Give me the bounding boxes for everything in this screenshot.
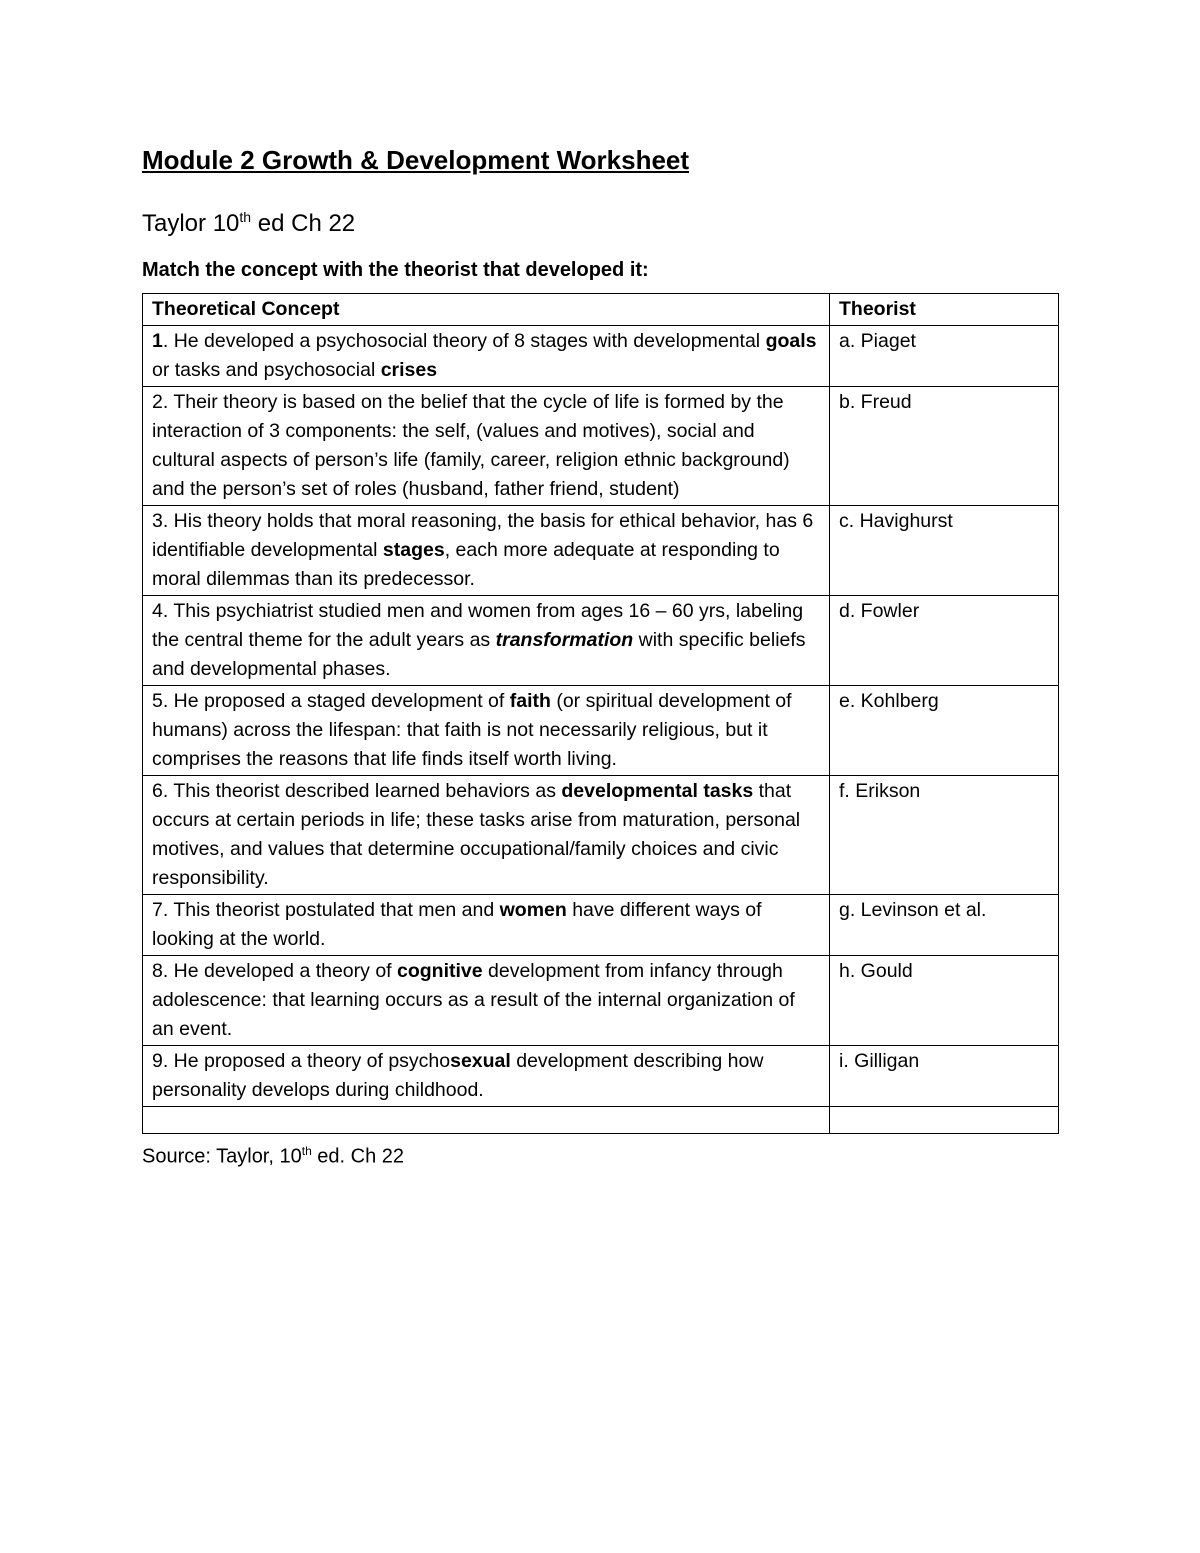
concept-text-segment: development from infancy through adolescence: that learning occurs as a result of the internal organization of an event. (152, 960, 795, 1040)
instruction-text: Match the concept with the theorist that developed it: (142, 259, 649, 281)
concept-text-segment: 5. He proposed a staged development of (152, 690, 510, 712)
concept-text-segment: or tasks and psychosocial (152, 359, 381, 381)
empty-cell (830, 1107, 1059, 1134)
empty-table-row (143, 1107, 1059, 1134)
concept-text-segment: faith (509, 690, 551, 712)
concept-cell (143, 686, 830, 776)
concept-text-segment: developmental tasks (561, 780, 754, 802)
source-superscript: th (301, 1144, 312, 1158)
textbook-reference-prefix: Taylor 10 (142, 210, 240, 237)
concept-text-segment: 1 (152, 330, 163, 352)
table-row (143, 1046, 1059, 1107)
concept-text-segment: stages (382, 539, 445, 561)
theorist-cell: h. Gould (830, 956, 1059, 1046)
concept-text-segment: 8. He developed a theory of (152, 960, 397, 982)
page-title: Module 2 Growth & Development Worksheet (142, 145, 690, 175)
theorist-cell: c. Havighurst (830, 506, 1059, 596)
concept-text-segment: goals (765, 330, 817, 352)
concept-cell (143, 956, 830, 1046)
concept-cell (143, 895, 830, 956)
concept-cell (143, 1046, 830, 1107)
theorist-cell: i. Gilligan (830, 1046, 1059, 1107)
concept-cell (143, 326, 830, 387)
concept-text-segment: 4. This psychiatrist studied men and women from ages 16 – 60 yrs, labeling the central theme for the adult years as (152, 600, 804, 651)
theorist-cell: d. Fowler (830, 596, 1059, 686)
textbook-reference-suffix: ed Ch 22 (251, 210, 356, 237)
concept-text-segment: (or spiritual development of humans) across the lifespan: that faith is not necessarily religious, but it comprises the reasons that life finds itself worth living. (152, 690, 792, 770)
concept-cell (143, 506, 830, 596)
header-theoretical-concept: Theoretical Concept (143, 294, 830, 326)
table-row (143, 506, 1059, 596)
concept-text-segment: with specific beliefs and developmental phases. (152, 629, 806, 680)
theorist-cell: e. Kohlberg (830, 686, 1059, 776)
concept-text-segment: 2. Their theory is based on the belief that the cycle of life is formed by the interaction of 3 components: the self, (values and motives), social and cultural aspects of person’s life (family, career, religion ethnic background) and the person’s set of roles (husband, father friend, student) (152, 391, 790, 500)
concept-cell (143, 596, 830, 686)
concept-cell (143, 387, 830, 506)
concept-text-segment: transformation (495, 629, 634, 651)
concept-text-segment: 9. He proposed a theory of psycho (152, 1050, 451, 1072)
theorist-cell: a. Piaget (830, 326, 1059, 387)
source-citation (142, 1136, 1062, 1172)
table-row (143, 596, 1059, 686)
table-row (143, 895, 1059, 956)
textbook-reference (142, 200, 1062, 241)
table-row (143, 686, 1059, 776)
concept-text-segment: cognitive (397, 960, 483, 982)
textbook-reference-superscript: th (239, 209, 252, 225)
worksheet-page (142, 140, 1062, 1172)
theorist-cell: b. Freud (830, 387, 1059, 506)
concept-text-segment: have different ways of looking at the world. (152, 899, 762, 950)
table-header-row (143, 294, 1059, 326)
concept-text-segment: , each more adequate at responding to moral dilemmas than its predecessor. (152, 539, 780, 590)
concept-text-segment: that occurs at certain periods in life; these tasks arise from maturation, personal motives, and values that determine occupational/family choices and civic responsibility. (152, 780, 801, 889)
concept-text-segment: 3. His theory holds that moral reasoning, the basis for ethical behavior, has 6 identifiable developmental (152, 510, 814, 561)
concept-text-segment: crises (380, 359, 438, 381)
theorist-cell: f. Erikson (830, 776, 1059, 895)
table-row (143, 776, 1059, 895)
source-suffix: ed. Ch 22 (311, 1145, 405, 1168)
table-row (143, 956, 1059, 1046)
concept-text-segment: . He developed a psychosocial theory of 8 stages with developmental (162, 330, 766, 352)
table-row (143, 326, 1059, 387)
empty-cell (143, 1107, 830, 1134)
concept-text-segment (496, 629, 634, 651)
concept-text-segment: 6. This theorist described learned behaviors as (152, 780, 562, 802)
table-body (143, 326, 1059, 1134)
matching-table (142, 293, 1059, 1134)
concept-cell (143, 776, 830, 895)
table-row (143, 387, 1059, 506)
concept-text-segment: women (499, 899, 567, 921)
concept-text-segment: sexual (450, 1050, 511, 1072)
theorist-cell: g. Levinson et al. (830, 895, 1059, 956)
concept-text-segment: development describing how personality develops during childhood. (152, 1050, 764, 1101)
source-prefix: Source: Taylor, 10 (142, 1145, 302, 1168)
concept-text-segment: 7. This theorist postulated that men and (152, 899, 500, 921)
header-theorist: Theorist (830, 294, 1059, 326)
